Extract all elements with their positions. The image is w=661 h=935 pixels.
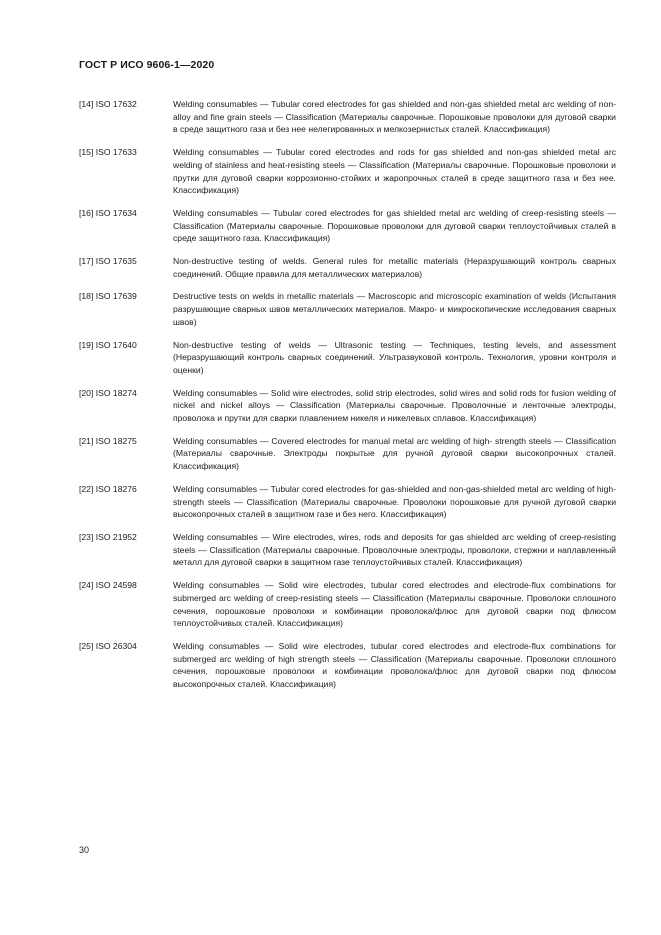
page-header: ГОСТ Р ИСО 9606-1—2020 [79, 59, 215, 71]
reference-number: [16] ISO 17634 [79, 207, 137, 218]
reference-number: [24] ISO 24598 [79, 580, 137, 591]
bibliography-entry [79, 387, 616, 425]
reference-text: Non-destructive testing of welds. General rules for metallic materials (Неразрушающий контроль сварных соединений. Общие правила для металлических материалов) [173, 256, 616, 279]
bibliography-entry [79, 255, 616, 280]
reference-text: Non-destructive testing of welds — Ultrasonic testing — Techniques, testing levels, and assessment (Неразрушающий контроль сварных соединений. Ультразвуковой контроль. Технология, уровни контроля и оценки) [173, 339, 616, 375]
bibliography-entry [79, 146, 616, 197]
reference-text: Welding consumables — Tubular cored electrodes for gas-shielded and non-gas-shielded metal arc welding of high-strength steels — Classification (Материалы сварочные. Проволоки порошковые для ручной дуговой сварки высокопрочных сталей в защитном газе и без него. Классификация) [173, 483, 616, 520]
reference-number: [25] ISO 26304 [79, 640, 137, 651]
reference-number: [22] ISO 18276 [79, 483, 137, 494]
reference-number: [19] ISO 17640 [79, 339, 137, 350]
reference-number: [20] ISO 18274 [79, 387, 137, 398]
page-number: 30 [79, 845, 90, 855]
bibliography-entry [79, 207, 616, 245]
bibliography-list [79, 98, 616, 701]
reference-text: Welding consumables — Tubular cored electrodes for gas shielded metal arc welding of creep-resisting steels — Classification (Материалы сварочные. Порошковые проволоки для дуговой сварки теплоустойчивых сталей в среде защитного газа. Классификация) [173, 207, 616, 244]
reference-number: [15] ISO 17633 [79, 147, 137, 158]
bibliography-entry [79, 435, 616, 473]
reference-number: [21] ISO 18275 [79, 435, 137, 446]
reference-text: Welding consumables — Covered electrodes for manual metal arc welding of high- strength steels — Classification (Материалы сварочные. Электроды покрытые для ручной дуговой сварки высокопрочных сталей. Классификация) [173, 435, 616, 472]
reference-text: Welding consumables — Tubular cored electrodes for gas shielded and non-gas shielded metal arc welding of non-alloy and fine grain steels — Classification (Материалы сварочные. Порошковые проволоки для дуговой сварки в среде защитного газа и без нее нелегированных и мелкозернистых сталей. Классификация) [173, 99, 616, 135]
bibliography-entry [79, 531, 616, 569]
reference-text: Welding consumables — Solid wire electrodes, tubular cored electrodes and electrode-flux combinations for submerged arc welding of high strength steels — Classification (Материалы сварочные. Проволоки сплошного сечения, порошковые проволоки и комбинации проволока/флюс для дуговой сварки под флюсом высокопрочных сталей. Классификация) [173, 640, 616, 690]
reference-text: Welding consumables — Solid wire electrodes, solid strip electrodes, solid wires and solid rods for fusion welding of nickel and nickel alloys — Classification (Материалы сварочные. Проволочные и ленточные электроды, проволока и прутки для сварки плавлением никеля и никелевых сплавов. Классификация) [173, 387, 616, 424]
reference-number: [17] ISO 17635 [79, 256, 137, 267]
reference-text: Welding consumables — Solid wire electrodes, tubular cored electrodes and electrode-flux combinations for submerged arc welding of creep-resisting steels — Classification (Материалы сварочные. Проволоки сплошного сечения, порошковые проволоки и комбинации проволока/флюс для дуговой сварки под флюсом теплоустойчивых сталей. Классификация) [173, 580, 616, 629]
bibliography-entry [79, 640, 616, 691]
reference-number: [18] ISO 17639 [79, 291, 137, 302]
bibliography-entry [79, 98, 616, 136]
reference-text: Welding consumables — Tubular cored electrodes and rods for gas shielded and non-gas shielded metal arc welding of stainless and heat-resisting steels — Classification (Материалы сварочные. Порошковые проволоки и прутки для дуговой сварки коррозионно-стойких и жаропрочных сталей в среде защитного газа и без нее. Классификация) [173, 147, 616, 196]
reference-number: [23] ISO 21952 [79, 531, 137, 542]
reference-number: [14] ISO 17632 [79, 99, 137, 109]
bibliography-entry [79, 579, 616, 630]
reference-text: Destructive tests on welds in metallic materials — Macroscopic and microscopic examination of welds (Испытания разрушающие сварных швов металлических материалов. Макро- и микроскопические исследования сварных швов) [173, 291, 616, 327]
bibliography-entry [79, 339, 616, 377]
bibliography-entry [79, 290, 616, 328]
reference-text: Welding consumables — Wire electrodes, wires, rods and deposits for gas shielded arc welding of creep-resisting steels — Classification (Материалы сварочные. Проволочные электроды, проволоки, стержни и наплавленный металл для дуговой сварки в защитном газе теплоустойчивых сталей. Классификация) [173, 531, 616, 568]
bibliography-entry [79, 483, 616, 521]
